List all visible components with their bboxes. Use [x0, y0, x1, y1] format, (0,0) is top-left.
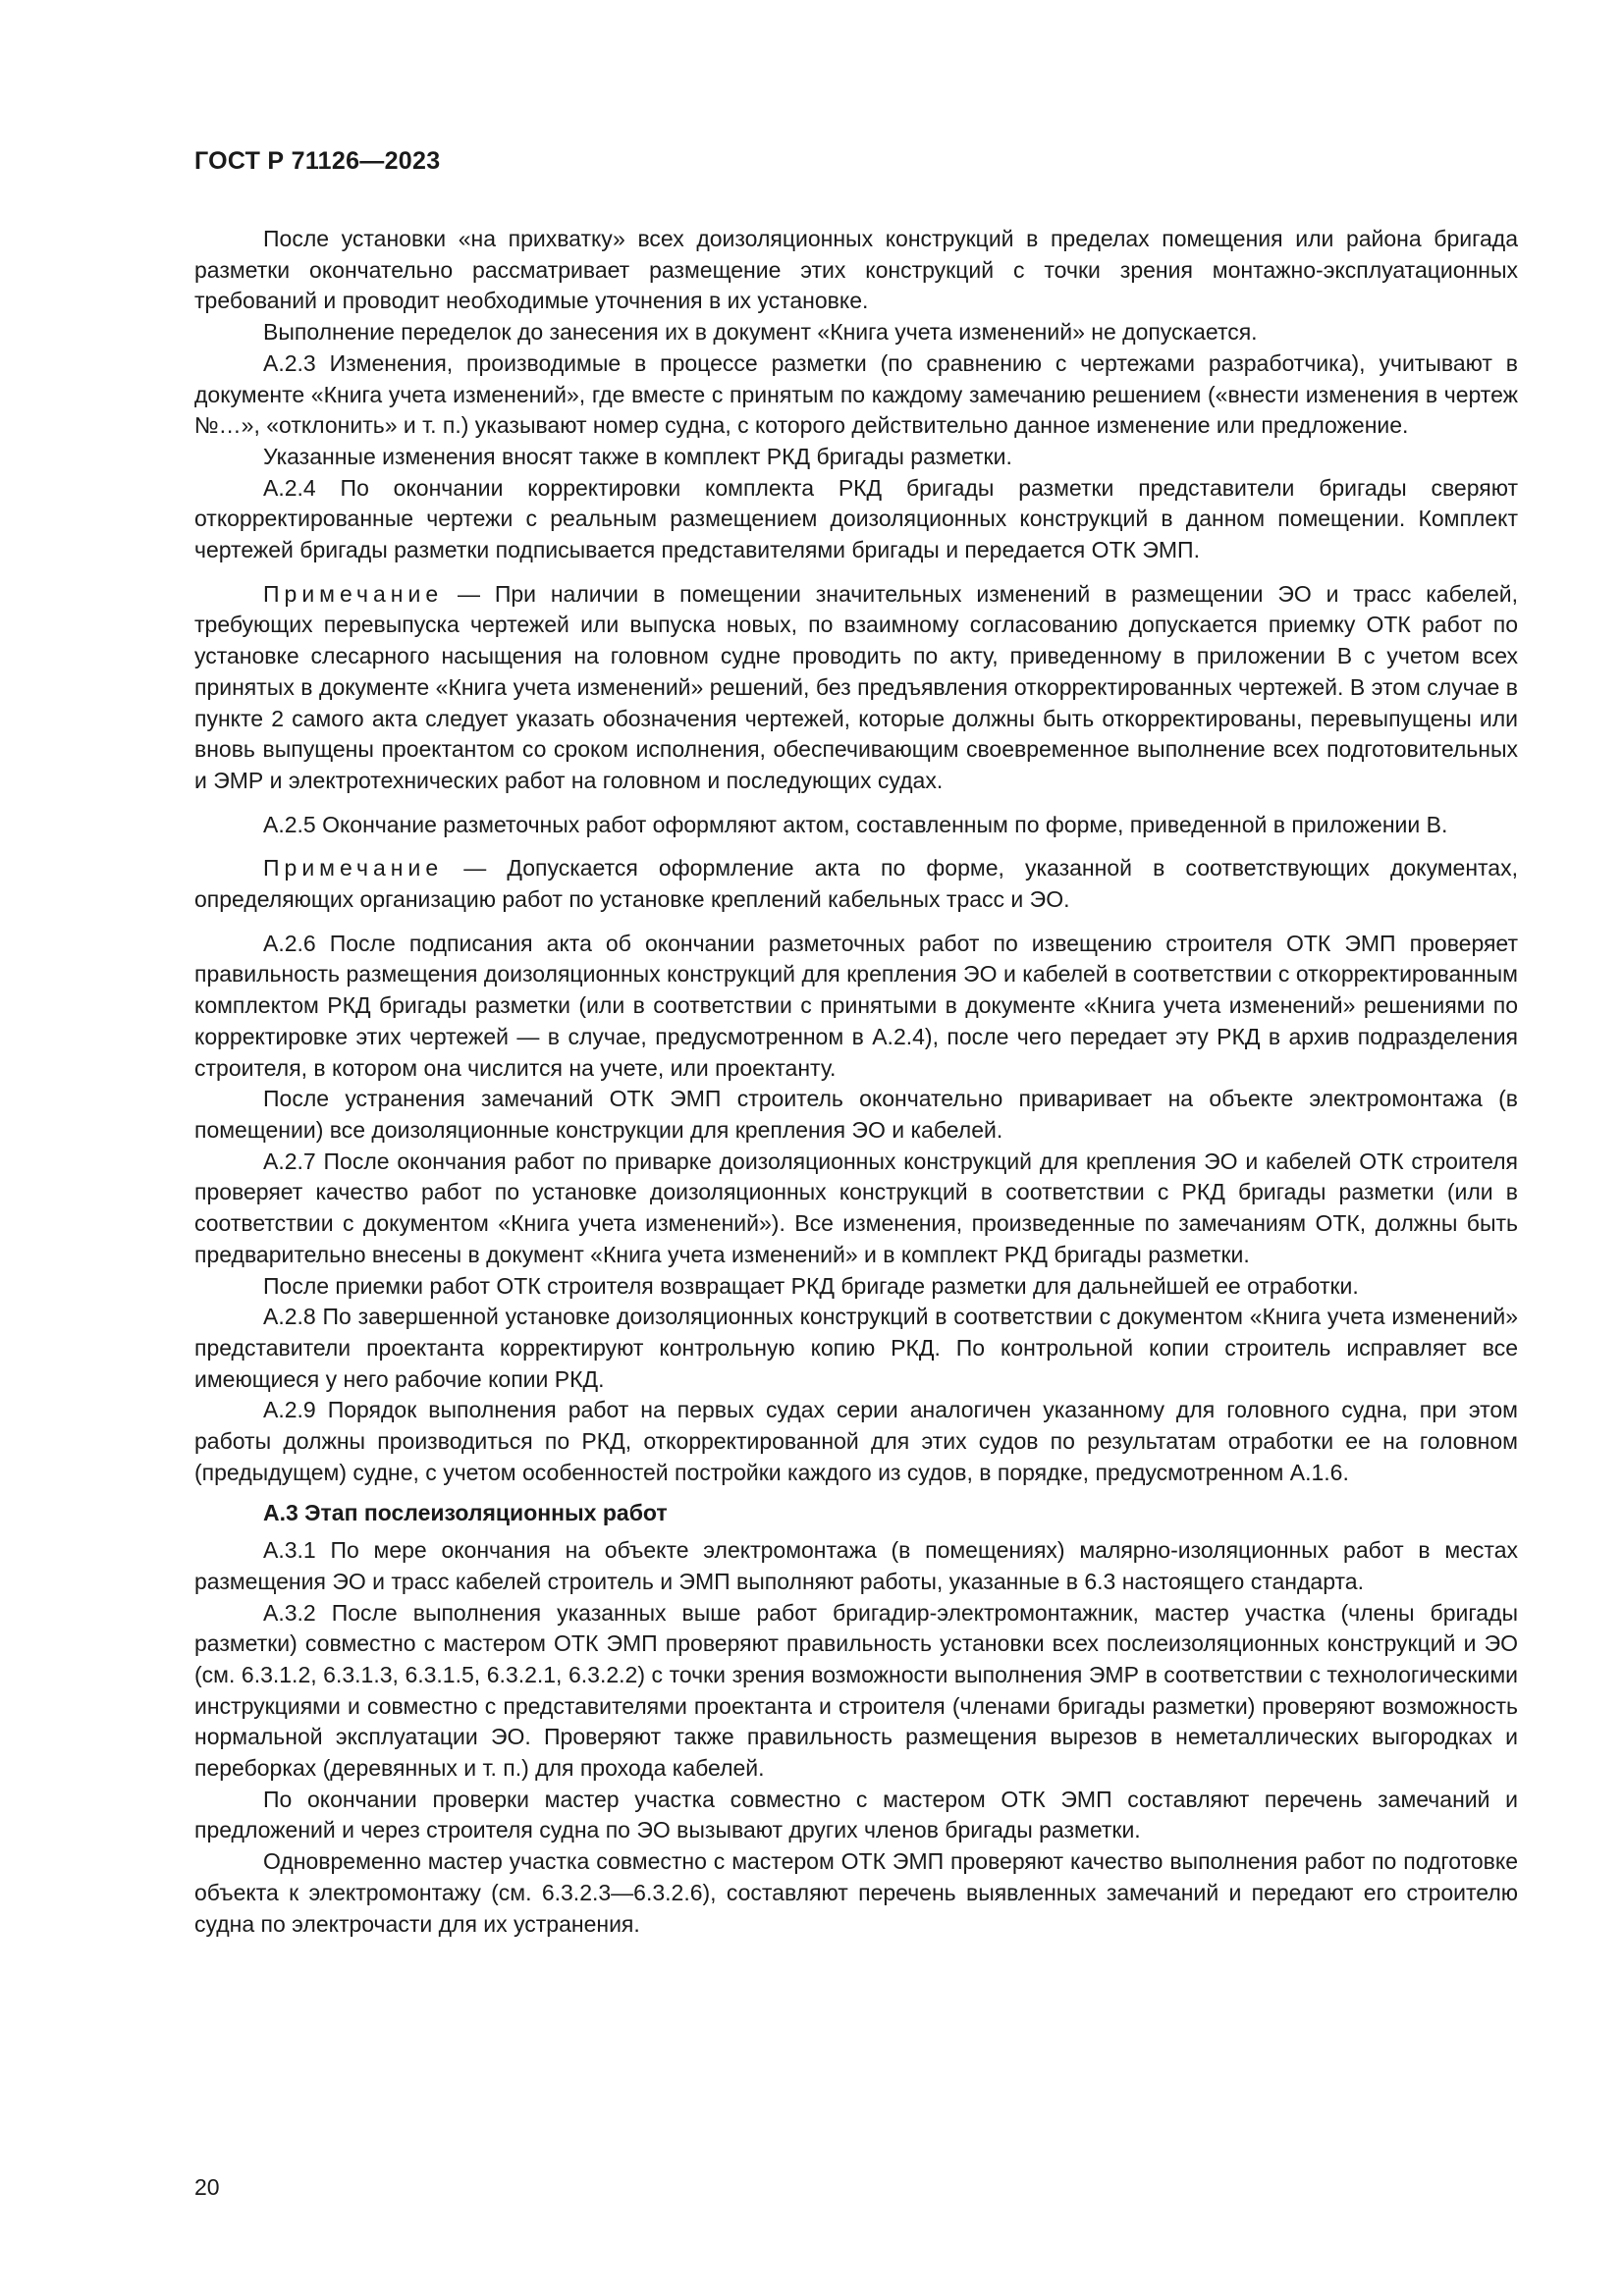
document-body	[194, 224, 1518, 1940]
clause-a-2-5: А.2.5 Окончание разметочных работ оформляют актом, составленным по форме, приведенной в приложении В.	[263, 811, 1448, 837]
clause-a-2-8: А.2.8 По завершенной установке доизоляционных конструкций в соответствии с документом «Книга учета изменений» представители проектанта корректируют контрольную копию РКД. По контрольной копии строитель исправляет все имеющиеся у него рабочие копии РКД.	[194, 1304, 1518, 1392]
section-heading-a-3: А.3 Этап послеизоляционных работ	[263, 1500, 668, 1526]
paragraph: Указанные изменения вносят также в комплект РКД бригады разметки.	[263, 443, 1012, 469]
paragraph: После устранения замечаний ОТК ЭМП строитель окончательно приваривает на объекте электромонтажа (в помещении) все доизоляционные конструкции для крепления ЭО и кабелей.	[194, 1086, 1518, 1143]
clause-a-2-3: А.2.3 Изменения, производимые в процессе разметки (по сравнению с чертежами разработчика), учитывают в документе «Книга учета изменений», где вместе с принятым по каждому замечанию решением («внести изменения в чертеж №…», «отклонить» и т. п.) указывают номер судна, с которого действительно данное изменение или предложение.	[194, 349, 1518, 439]
document-header: ГОСТ Р 71126—2023	[194, 147, 441, 175]
note-label: Примечание	[263, 855, 444, 881]
clause-a-3-1: А.3.1 По мере окончания на объекте электромонтажа (в помещениях) малярно-изоляционных работ в местах размещения ЭО и трасс кабелей строитель и ЭМП выполняют работы, указанные в 6.3 настоящего стандарта.	[194, 1537, 1518, 1594]
clause-a-2-4: А.2.4 По окончании корректировки комплекта РКД бригады разметки представители бригады сверяют откорректированные чертежи с реальным размещением доизоляционных конструкций в данном помещении. Комплект чертежей бригады разметки подписывается представителями бригады и передается ОТК ЭМП.	[194, 474, 1518, 563]
paragraph: Выполнение переделок до занесения их в документ «Книга учета изменений» не допускается.	[263, 319, 1258, 346]
note-1	[194, 579, 1518, 797]
note-label: Примечание	[263, 580, 444, 607]
note-text: — Допускается оформление акта по форме, указанной в соответствующих документах, определяющих организацию работ по установке креплений кабельных трасс и ЭО.	[194, 855, 1518, 913]
clause-a-2-9: А.2.9 Порядок выполнения работ на первых судах серии аналогичен указанному для головного судна, при этом работы должны производиться по РКД, откорректированной для этих судов по результатам отработки ее на головном (предыдущем) судне, с учетом особенностей постройки каждого из судов, в порядке, предусмотренном А.1.6.	[194, 1397, 1518, 1485]
note-2	[194, 853, 1518, 915]
clause-a-2-7: А.2.7 После окончания работ по приварке доизоляционных конструкций для крепления ЭО и кабелей ОТК строителя проверяет качество работ по установке доизоляционных конструкций в соответствии с РКД бригады разметки (или в соответствии с документом «Книга учета изменений»). Все изменения, произведенные по замечаниям ОТК, должны быть предварительно внесены в документ «Книга учета изменений» и в комплект РКД бригады разметки.	[194, 1148, 1518, 1267]
clause-a-2-6: А.2.6 После подписания акта об окончании разметочных работ по извещению строителя ОТК ЭМП проверяет правильность размещения доизоляционных конструкций для крепления ЭО и кабелей в соответствии с откорректированным комплектом РКД бригады разметки (или в соответствии с принятыми в документе «Книга учета изменений» решениями по корректировке этих чертежей — в случае, предусмотренном в А.2.4), после чего передает эту РКД в архив подразделения строителя, в котором она числится на учете, или проектанту.	[194, 930, 1518, 1081]
paragraph: Одновременно мастер участка совместно с мастером ОТК ЭМП проверяют качество выполнения работ по подготовке объекта к электромонтажу (см. 6.3.2.3—6.3.2.6), составляют перечень выявленных замечаний и передают его строителю судна по электрочасти для их устранения.	[194, 1848, 1518, 1937]
page-number: 20	[194, 2174, 220, 2200]
clause-a-3-2: А.3.2 После выполнения указанных выше работ бригадир-электромонтажник, мастер участка (члены бригады разметки) совместно с мастером ОТК ЭМП проверяют правильность установки всех послеизоляционных конструкций и ЭО (см. 6.3.1.2, 6.3.1.3, 6.3.1.5, 6.3.2.1, 6.3.2.2) с точки зрения возможности выполнения ЭМР в соответствии с технологическими инструкциями и совместно с представителями проектанта и строителя (членами бригады разметки) проверяют возможность нормальной эксплуатации ЭО. Проверяют также правильность размещения вырезов в неметаллических выгородках и переборках (деревянных и т. п.) для прохода кабелей.	[194, 1599, 1518, 1782]
paragraph: После установки «на прихватку» всех доизоляционных конструкций в пределах помещения или района бригада разметки окончательно рассматривает размещение этих конструкций с точки зрения монтажно-эксплуатационных требований и проводит необходимые уточнения в их установке.	[194, 226, 1518, 314]
paragraph: После приемки работ ОТК строителя возвращает РКД бригаде разметки для дальнейшей ее отработки.	[263, 1272, 1359, 1299]
paragraph: По окончании проверки мастер участка совместно с мастером ОТК ЭМП составляют перечень замечаний и предложений и через строителя судна по ЭО вызывают других членов бригады разметки.	[194, 1786, 1518, 1843]
note-text: — При наличии в помещении значительных изменений в размещении ЭО и трасс кабелей, требующих перевыпуска чертежей или выпуска новых, по взаимному согласованию допускается приемку ОТК работ по установке слесарного насыщения на головном судне проводить по акту, приведенному в приложении В с учетом всех принятых в документе «Книга учета изменений» решений, без предъявления откорректированных чертежей. В этом случае в пункте 2 самого акта следует указать обозначения чертежей, которые должны быть откорректированы, перевыпущены или вновь выпущены проектантом со сроком исполнения, обеспечивающим своевременное выполнение всех подготовительных и ЭМР и электротехнических работ на головном и последующих судах.	[194, 580, 1518, 793]
